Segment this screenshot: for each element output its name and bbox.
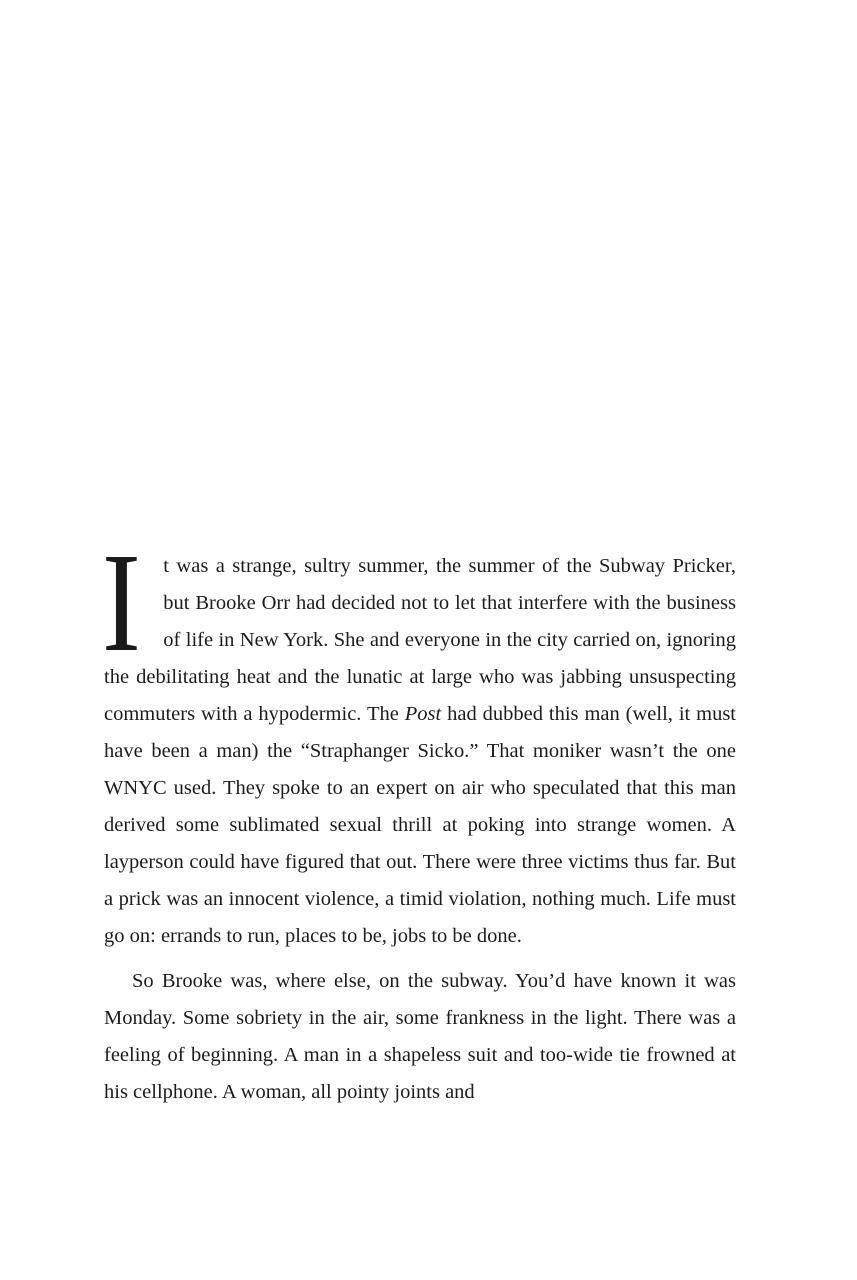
opening-paragraph: [102, 523, 736, 955]
newspaper-title: Post: [404, 703, 442, 725]
chapter-text: [102, 523, 736, 1111]
paragraph-text-segment: t was a strange, sultry summer, the summer of the Subway Pricker, but Brooke Orr had decided not to let that interfere with the business of life in New York. She and everyone in the city carried on, ignoring the debilitating heat and the lunatic at large who was jabbing unsuspecting commuters with a hypodermic. The: [104, 555, 736, 725]
drop-cap: I: [102, 523, 141, 681]
second-paragraph: So Brooke was, where else, on the subway. You’d have known it was Monday. Some sobriety in the air, some frankness in the light. There was a feeling of beginning. A man in a shapeless suit and too-wide tie frowned at his cellphone. A woman, all pointy joints and: [104, 970, 736, 1103]
paragraph-text-segment: had dubbed this man (well, it must have been a man) the “Straphanger Sicko.” That moniker wasn’t the one WNYC used. They spoke to an expert on air who speculated that this man derived some sublimated sexual thrill at poking into strange women. A layperson could have figured that out. There were three victims thus far. But a prick was an innocent violence, a timid violation, nothing much. Life must go on: errands to run, places to be, jobs to be done.: [104, 703, 736, 947]
